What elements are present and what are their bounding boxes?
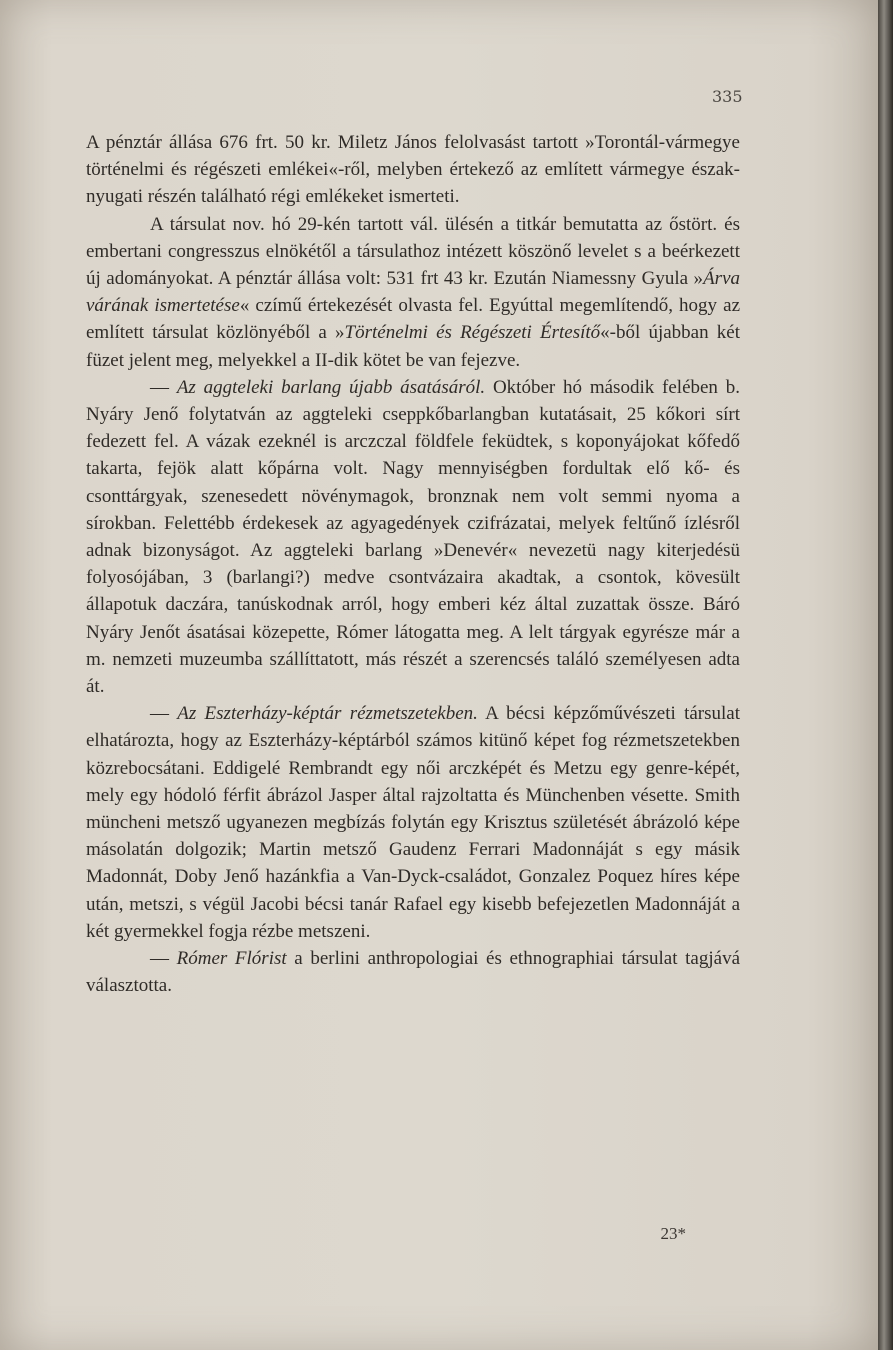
paragraph-5 [86, 945, 740, 999]
paragraph-2-text-c: «-ből újabban két füzet jelent meg, melyekkel a II-dik kötet be van fejezve. [86, 322, 740, 371]
paragraph-5-text: a berlini anthropologiai és ethnographiai társulat tagjává választotta. [86, 948, 741, 997]
book-spine-edge [878, 0, 893, 1350]
paragraph-1: A pénztár állása 676 frt. 50 kr. Miletz János felolvasást tartott »Torontál-vármegye történelmi és régészeti emlékei«-ről, melyben értekező az említett vármegye észak-nyugati részén található régi emlékeket ismerteti. [86, 132, 740, 208]
dash: — [150, 948, 177, 970]
italic-name-romer: Rómer Flórist [176, 948, 287, 970]
paragraph-4 [86, 700, 740, 945]
paragraph-2 [86, 211, 740, 374]
dash: — [150, 376, 177, 398]
paragraph-2-text-b: « czímű értekezését olvasta fel. Egyúttal megemlítendő, hogy az említett társulat közlönyéből a » [86, 295, 741, 344]
italic-heading-aggtelek: Az aggteleki barlang újabb ásatásáról. [176, 376, 486, 398]
paragraph-3-text: Október hó második felében b. Nyáry Jenő folytatván az aggteleki cseppkőbarlangban kutatásait, 25 kőkori sírt fedezett fel. A vázak ezeknél is arczczal földfele feküdtek, s koponyájokat kőfedő takarta, fejök alatt kőpárna volt. Nagy mennyiségben fordultak elő kő- és csonttárgyak, szenesedett növénymagok, bronznak nem volt semmi nyoma a sírokban. Felettébb érdekesek az agyagedények czifrázatai, melyek feltűnő ízlésről adnak bizonyságot. Az aggteleki barlang »Denevér« nevezetü nagy kiterjedésü folyosójában, 3 (barlangi?) medve csontvázaira akadtak, a csontok, kövesült állapotuk daczára, tanúskodnak arról, hogy emberi kéz által zuzattak össze. Báró Nyáry Jenőt ásatásai közepette, Rómer látogatta meg. A lelt tárgyak egyrésze már a m. nemzeti muzeumba szállíttatott, más részét a szerencsés találó személyesen adta át. [86, 376, 740, 698]
paragraph-3 [86, 374, 740, 700]
italic-title-ertesito: Történelmi és Régészeti Értesítő [344, 322, 601, 344]
paragraph-4-text: A bécsi képzőművészeti társulat elhatározta, hogy az Eszterházy-képtárból számos kitünő képet fog rézmetszetekben közrebocsátani. Eddigelé Rembrandt egy női arczképét és Metzu egy genre-képét, mely egy hódoló férfit ábrázol Jasper által rajzoltatta és Münchenben vésette. Smith müncheni metsző ugyanezen megbízás folytán egy Krisztus születését ábrázoló képe másolatán dolgozik; Martin metsző Gaudenz Ferrari Madonnáját s egy másik Madonnát, Doby Jenő hazánkfia a Van-Dyck-családot, Gonzalez Poquez híres képe után, metszi, s végül Jacobi bécsi tanár Rafael egy kisebb befejezetlen Madonnáját a két gyermekkel fogja rézbe metszeni. [86, 703, 741, 942]
italic-heading-eszterhazy: Az Eszterházy-képtár rézmetszetekben. [177, 703, 478, 725]
page-body [86, 129, 740, 1000]
page-number: 335 [712, 87, 743, 106]
signature-mark: 23* [660, 1224, 686, 1243]
italic-title-arva: Árva várának ismertetése [86, 268, 740, 317]
paragraph-2-text-a: A társulat nov. hó 29-kén tartott vál. ülésén a titkár bemutatta az őstört. és embertani congresszus elnökétől a társulathoz intézett köszönő levelet s a beérkezett új adományokat. A pénztár állása volt: 531 frt 43 kr. Ezután Niamessny Gyula » [86, 213, 740, 290]
dash: — [150, 703, 178, 725]
